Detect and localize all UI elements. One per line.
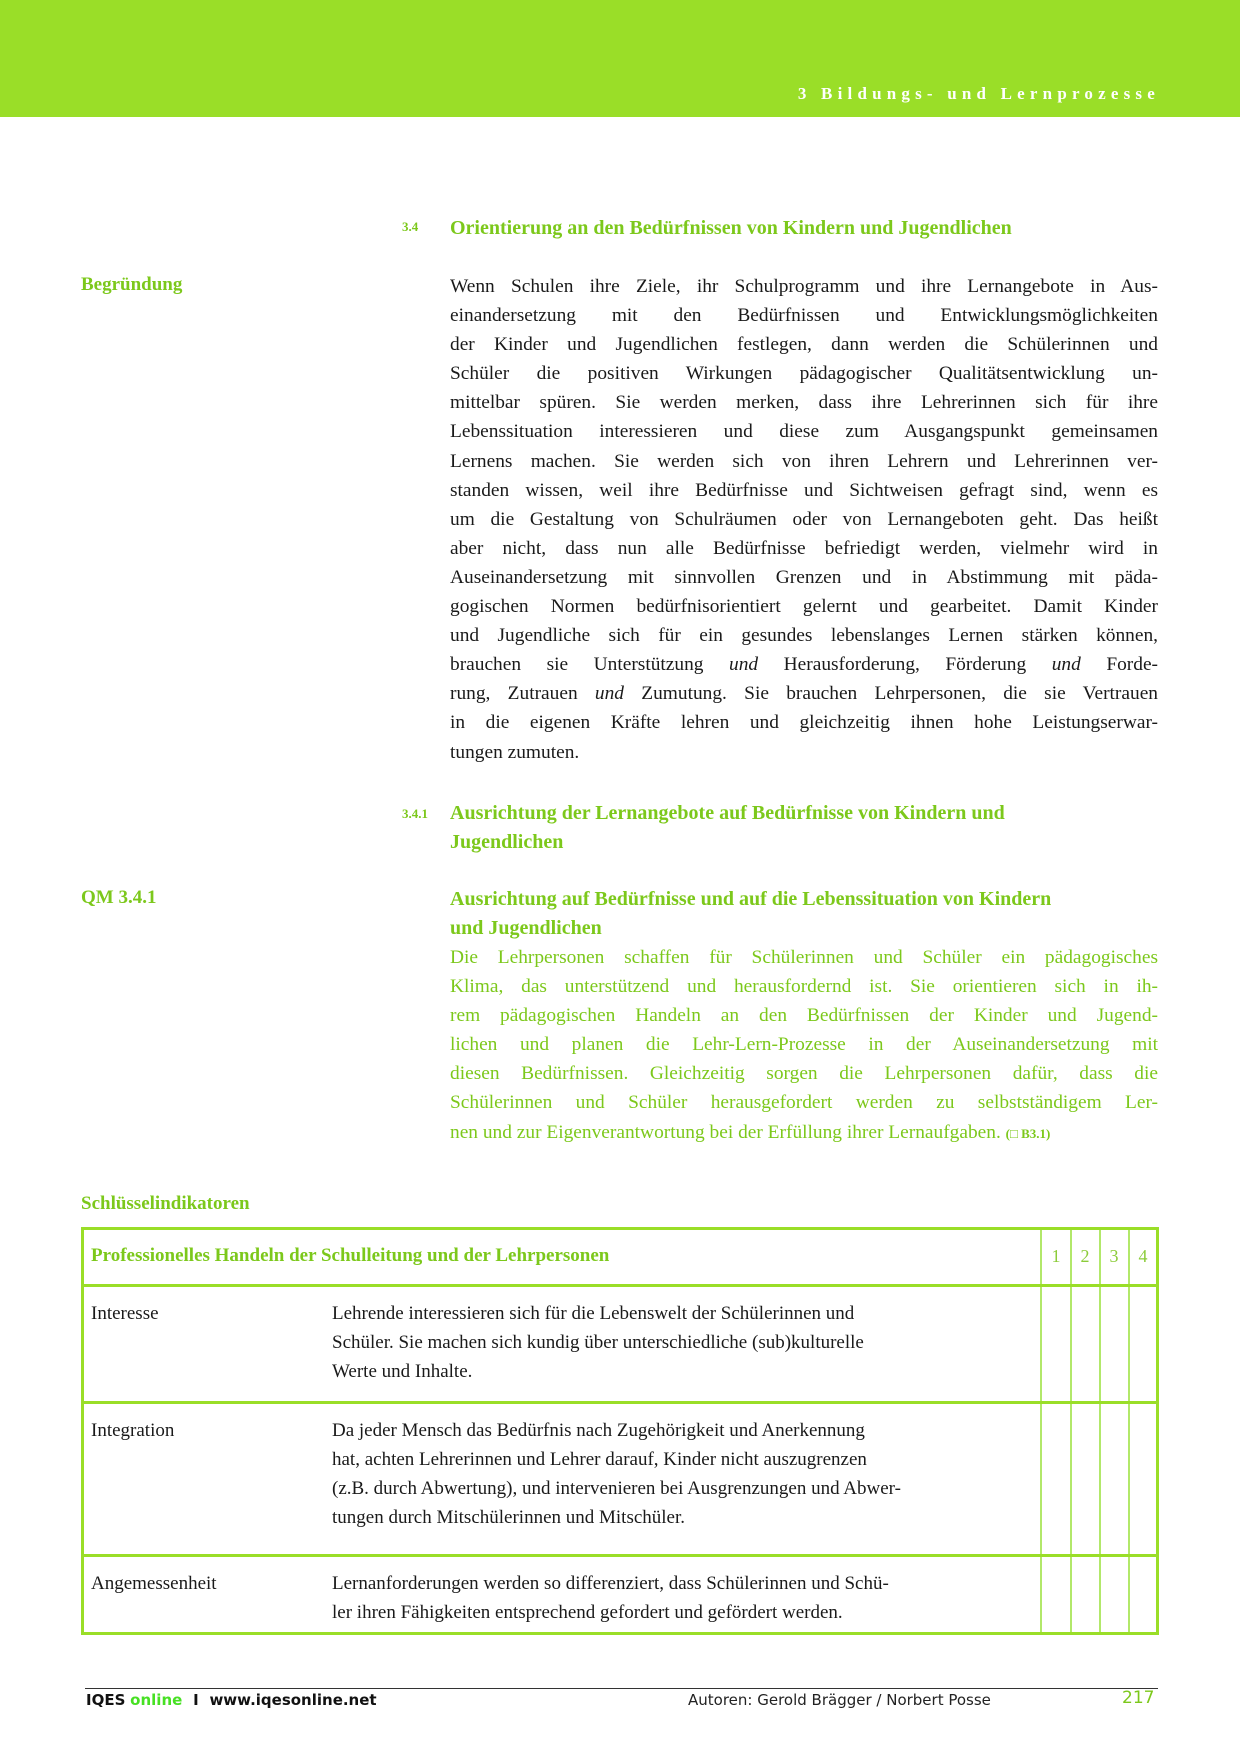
qm-description: [450, 943, 1158, 1148]
cross-reference-link[interactable]: (□ B3.1): [1005, 1125, 1051, 1141]
footer-separator: I: [193, 1691, 199, 1709]
brand-name: IQES: [86, 1691, 126, 1709]
text-line: Klima, das unterstützend und herausfordernd ist. Sie orientieren sich in ih-: [450, 976, 1158, 998]
emphasis: und: [594, 683, 624, 705]
indicator-label: Angemessenheit: [91, 1573, 217, 1594]
text-line: Schülerinnen und Schüler herausgefordert werden zu selbstständigem Ler-: [450, 1092, 1158, 1114]
text-line: Auseinandersetzung mit sinnvollen Grenzen und in Abstimmung mit päda-: [450, 566, 1158, 588]
footer-authors: Autoren: Gerold Brägger / Norbert Posse: [688, 1691, 991, 1709]
text-line: Lernens machen. Sie werden sich von ihren Lehrern und Lehrerinnen ver-: [450, 450, 1158, 472]
rating-header-1: 1: [1051, 1246, 1061, 1266]
rationale-body: [450, 272, 1158, 767]
text-line: einandersetzung mit den Bedürfnissen und Entwicklungsmöglichkeiten: [450, 305, 1158, 327]
rationale-label: Begründung: [81, 274, 183, 295]
text-line: rung, Zutrauen und Zumutung. Sie brauchen Lehrpersonen, die sie Vertrauen: [450, 683, 1158, 705]
table-row: [84, 1404, 1156, 1554]
table-row: [84, 1287, 1156, 1401]
text-line: Die Lehrpersonen schaffen für Schülerinnen und Schüler ein pädagogisches: [450, 947, 1158, 968]
indicators-table: [81, 1227, 1159, 1635]
text-line: aber nicht, dass nun alle Bedürfnisse befriedigt werden, vielmehr wird in: [450, 537, 1158, 559]
text-line: nen und zur Eigenverantwortung bei der Erfüllung ihrer Lernaufgaben. (□ B3.1): [450, 1121, 1051, 1143]
section-number: 3.4: [402, 219, 419, 234]
section-title: Orientierung an den Bedürfnissen von Kindern und Jugendlichen: [450, 217, 1012, 239]
table-header-row: [84, 1230, 1156, 1284]
rating-header-2: 2: [1080, 1246, 1090, 1266]
text-line: tungen zumuten.: [450, 741, 580, 763]
text-line: in die eigenen Kräfte lehren und gleichzeitig ihnen hohe Leistungserwar-: [450, 712, 1158, 734]
indicator-label: Interesse: [91, 1303, 159, 1324]
text-line: diesen Bedürfnissen. Gleichzeitig sorgen die Lehrpersonen dafür, dass die: [450, 1063, 1158, 1085]
table-row: [84, 1557, 1156, 1632]
footer-rule: [85, 1688, 1158, 1689]
footer-url-link[interactable]: www.iqesonline.net: [209, 1691, 377, 1709]
indicator-description: Lernanforderungen werden so differenziert, dass Schülerinnen und Schü- ler ihren Fähigkeiten entsprechend gefordert und gefördert werden.: [332, 1573, 889, 1623]
text-line: standen wissen, weil ihre Bedürfnisse und Sichtweisen gefragt sind, wenn es: [450, 479, 1158, 501]
header-band: [0, 0, 1240, 117]
text-line: brauchen sie Unterstützung und Herausforderung, Förderung und Forde-: [450, 654, 1159, 676]
chapter-title: 3 Bildungs- und Lernprozesse: [797, 84, 1160, 103]
text-line: mittelbar spüren. Sie werden merken, dass ihre Lehrerinnen sich für ihre: [450, 392, 1158, 414]
table-header-title: Professionelles Handeln der Schulleitung und der Lehrpersonen: [91, 1245, 610, 1266]
text-line: Lebenssituation interessieren und diese zum Ausgangspunkt gemeinsamen: [450, 421, 1158, 443]
text-line: und Jugendliche sich für ein gesundes lebenslanges Lernen stärken können,: [450, 625, 1158, 647]
text-line: lichen und planen die Lehr-Lern-Prozesse in der Auseinandersetzung mit: [450, 1034, 1158, 1056]
brand-suffix: online: [130, 1691, 183, 1709]
emphasis: und: [1051, 654, 1081, 676]
qm-label: QM 3.4.1: [81, 887, 157, 908]
text-line: um die Gestaltung von Schulräumen oder von Lernangeboten geht. Das heißt: [450, 508, 1158, 530]
rating-header-3: 3: [1109, 1246, 1119, 1266]
text-line: rem pädagogischen Handeln an den Bedürfnissen der Kinder und Jugend-: [450, 1005, 1158, 1027]
text-line: Schüler die positiven Wirkungen pädagogischer Qualitätsentwicklung un-: [450, 363, 1158, 385]
emphasis: und: [729, 654, 759, 676]
indicators-label: Schlüsselindikatoren: [81, 1193, 250, 1214]
text-line: der Kinder und Jugendlichen festlegen, dann werden die Schülerinnen und: [450, 334, 1158, 356]
qm-title: Ausrichtung auf Bedürfnisse und auf die Lebenssituation von Kindern und Jugendlichen: [450, 888, 1052, 939]
footer-brand: [86, 1691, 377, 1709]
page-number: 217: [1122, 1688, 1155, 1708]
indicator-label: Integration: [91, 1420, 175, 1441]
subsection-title: Ausrichtung der Lernangebote auf Bedürfnisse von Kindern und Jugendlichen: [450, 802, 1005, 853]
rating-header-4: 4: [1138, 1246, 1148, 1266]
text-line: gogischen Normen bedürfnisorientiert gelernt und gearbeitet. Damit Kinder: [450, 596, 1158, 618]
indicator-description: Da jeder Mensch das Bedürfnis nach Zugehörigkeit und Anerkennung hat, achten Lehrerinnen und Lehrer darauf, Kinder nicht auszugrenzen (z.B. durch Abwertung), und intervenieren bei Ausgrenzungen und Abwer- tungen durch Mitschülerinnen und Mitschüler.: [332, 1420, 901, 1528]
subsection-number: 3.4.1: [402, 806, 428, 821]
text-line: Wenn Schulen ihre Ziele, ihr Schulprogramm und ihre Lernangebote in Aus-: [450, 276, 1158, 297]
indicator-description: Lehrende interessieren sich für die Lebenswelt der Schülerinnen und Schüler. Sie machen sich kundig über unterschiedliche (sub)kulturelle Werte und Inhalte.: [332, 1303, 864, 1382]
